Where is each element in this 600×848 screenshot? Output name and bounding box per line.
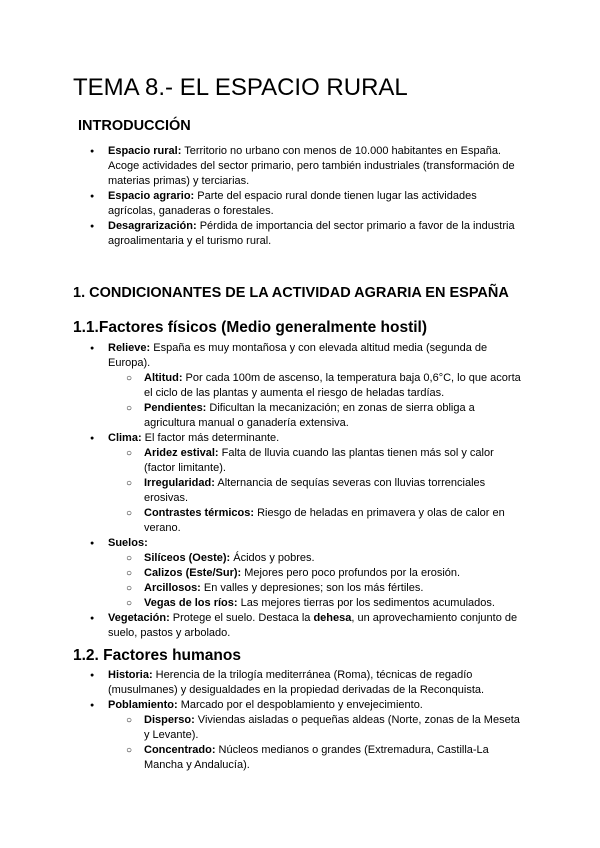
definition: El factor más determinante.	[141, 432, 280, 444]
definition: Alternancia de sequías severas con lluvias torrenciales erosivas.	[144, 477, 486, 504]
definition: Viviendas aisladas o pequeñas aldeas (Norte, zonas de la Meseta y Levante).	[144, 714, 520, 741]
definition: Núcleos medianos o grandes (Extremadura, Castilla-La Mancha y Andalucía).	[144, 744, 489, 771]
term: Silíceos (Oeste):	[144, 552, 231, 564]
term: Suelos:	[108, 537, 148, 549]
list-item	[108, 341, 523, 371]
definition: Territorio no urbano con menos de 10.000 habitantes en España. Acoge actividades del sector primario, pero también industriales (transformación de materias primas) y terciarias.	[108, 145, 515, 187]
definition: Mejores pero poco profundos por la erosión.	[241, 567, 461, 579]
sub-list-item	[144, 743, 524, 773]
list-item	[108, 144, 523, 189]
term: Calizos (Este/Sur):	[144, 567, 242, 579]
definition-part: , un aprovechamiento conjunto de suelo, pastos y arbolado.	[108, 612, 518, 639]
subsection-heading-physical: 1.1.Factores físicos (Medio generalmente hostil)	[73, 319, 428, 336]
definition: Herencia de la trilogía mediterránea (Roma), técnicas de regadío (musulmanes) y desigualdades en la propiedad derivadas de la Reconquista.	[108, 669, 485, 696]
definition: Falta de lluvia cuando las plantas tienen más sol y calor (factor limitante).	[144, 447, 494, 474]
term: Aridez estival:	[144, 447, 219, 459]
term: Espacio rural:	[108, 145, 182, 157]
list-item	[108, 536, 523, 551]
definition: Las mejores tierras por los sedimentos acumulados.	[237, 597, 495, 609]
sub-list-item	[144, 401, 524, 431]
list-item	[108, 219, 523, 249]
list-item	[108, 431, 523, 446]
term: Contrastes térmicos:	[144, 507, 255, 519]
term: Historia:	[108, 669, 153, 681]
sub-list-item	[144, 596, 524, 611]
definition: Por cada 100m de ascenso, la temperatura baja 0,6°C, lo que acorta el ciclo de las plantas y aumenta el riesgo de heladas tardías.	[144, 372, 521, 399]
sub-list-item	[144, 713, 524, 743]
page-title: TEMA 8.- EL ESPACIO RURAL	[73, 74, 408, 101]
list-item	[108, 668, 523, 698]
term: Vegetación:	[108, 612, 170, 624]
term: Pendientes:	[144, 402, 207, 414]
term: Altitud:	[144, 372, 183, 384]
sub-list-item	[144, 566, 524, 581]
term: Espacio agrario:	[108, 190, 195, 202]
term: Irregularidad:	[144, 477, 215, 489]
term: Arcillosos:	[144, 582, 201, 594]
list-item	[108, 698, 523, 713]
list-item	[108, 611, 523, 641]
sub-list-item	[144, 581, 524, 596]
definition: Pérdida de importancia del sector primario a favor de la industria agroalimentaria y el turismo rural.	[108, 220, 515, 247]
highlight-term: dehesa	[313, 612, 352, 624]
subsection-heading-human: 1.2. Factores humanos	[73, 647, 241, 664]
sub-list-item	[144, 551, 524, 566]
definition: Marcado por el despoblamiento y envejecimiento.	[177, 699, 423, 711]
term: Desagrarización:	[108, 220, 197, 232]
physical-factors-list	[0, 341, 524, 641]
definition: Riesgo de heladas en primavera y olas de calor en verano.	[144, 507, 505, 534]
sub-list-item	[144, 506, 524, 536]
section-heading: 1. CONDICIONANTES DE LA ACTIVIDAD AGRARIA EN ESPAÑA	[73, 285, 509, 301]
definition-part: Protege el suelo. Destaca la	[169, 612, 314, 624]
human-factors-list	[0, 668, 524, 773]
sub-list-item	[144, 371, 524, 401]
term: Vegas de los ríos:	[144, 597, 238, 609]
term: Relieve:	[108, 342, 151, 354]
sub-list-item	[144, 476, 524, 506]
definition: Ácidos y pobres.	[230, 552, 315, 564]
definition: Parte del espacio rural donde tienen lugar las actividades agrícolas, ganaderas o forestales.	[108, 190, 477, 217]
term: Clima:	[108, 432, 142, 444]
intro-list	[0, 144, 523, 249]
intro-heading: INTRODUCCIÓN	[78, 118, 191, 134]
sub-list-item	[144, 446, 524, 476]
definition: España es muy montañosa y con elevada altitud media (segunda de Europa).	[108, 342, 488, 369]
definition: Dificultan la mecanización; en zonas de sierra obliga a agricultura manual o ganadería extensiva.	[144, 402, 475, 429]
term: Poblamiento:	[108, 699, 178, 711]
term: Concentrado:	[144, 744, 216, 756]
list-item	[108, 189, 523, 219]
definition: En valles y depresiones; son los más fértiles.	[200, 582, 424, 594]
term: Disperso:	[144, 714, 195, 726]
